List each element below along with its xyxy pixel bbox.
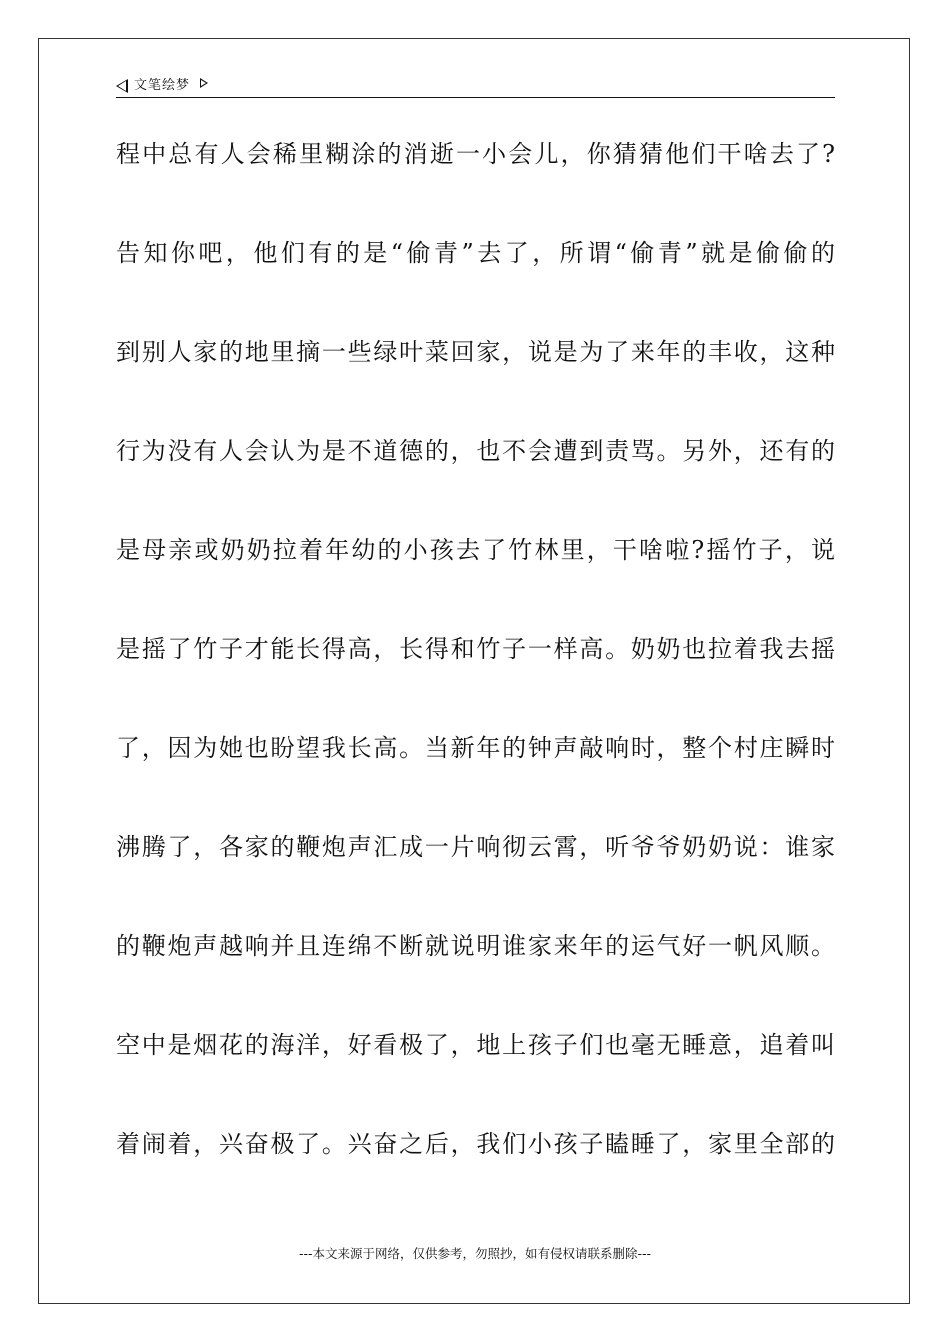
text-line: 行为没有人会认为是不道德的，也不会遭到责骂。另外，还有的 — [116, 437, 835, 465]
triangle-left-icon — [116, 79, 128, 93]
header-title: 文笔绘梦 — [134, 78, 191, 93]
page-footer: ---本文来源于网络，仅供参考，勿照抄，如有侵权请联系删除--- — [298, 1246, 652, 1261]
text-line: 到别人家的地里摘一些绿叶菜回家，说是为了来年的丰收，这种 — [116, 338, 835, 366]
body-text — [116, 128, 835, 1217]
text-line: 沸腾了，各家的鞭炮声汇成一片响彻云霄，听爷爷奶奶说：谁家 — [116, 833, 835, 861]
text-line: 是摇了竹子才能长得高，长得和竹子一样高。奶奶也拉着我去摇 — [116, 635, 835, 663]
text-line: 告知你吧，他们有的是“偷青”去了，所谓“偷青”就是偷偷的 — [116, 239, 835, 267]
text-line: 空中是烟花的海洋，好看极了，地上孩子们也毫无睡意，追着叫 — [116, 1031, 835, 1059]
triangle-right-icon — [200, 78, 208, 88]
text-line: 程中总有人会稀里糊涂的消逝一小会儿，你猜猜他们干啥去了? — [116, 140, 835, 168]
text-line: 了，因为她也盼望我长高。当新年的钟声敲响时，整个村庄瞬时 — [116, 734, 835, 762]
text-line: 的鞭炮声越响并且连绵不断就说明谁家来年的运气好一帆风顺。 — [116, 932, 835, 960]
page-header — [116, 74, 835, 98]
text-line: 是母亲或奶奶拉着年幼的小孩去了竹林里，干啥啦?摇竹子，说 — [116, 536, 835, 564]
text-line: 着闹着，兴奋极了。兴奋之后，我们小孩子瞌睡了，家里全部的 — [116, 1130, 835, 1158]
